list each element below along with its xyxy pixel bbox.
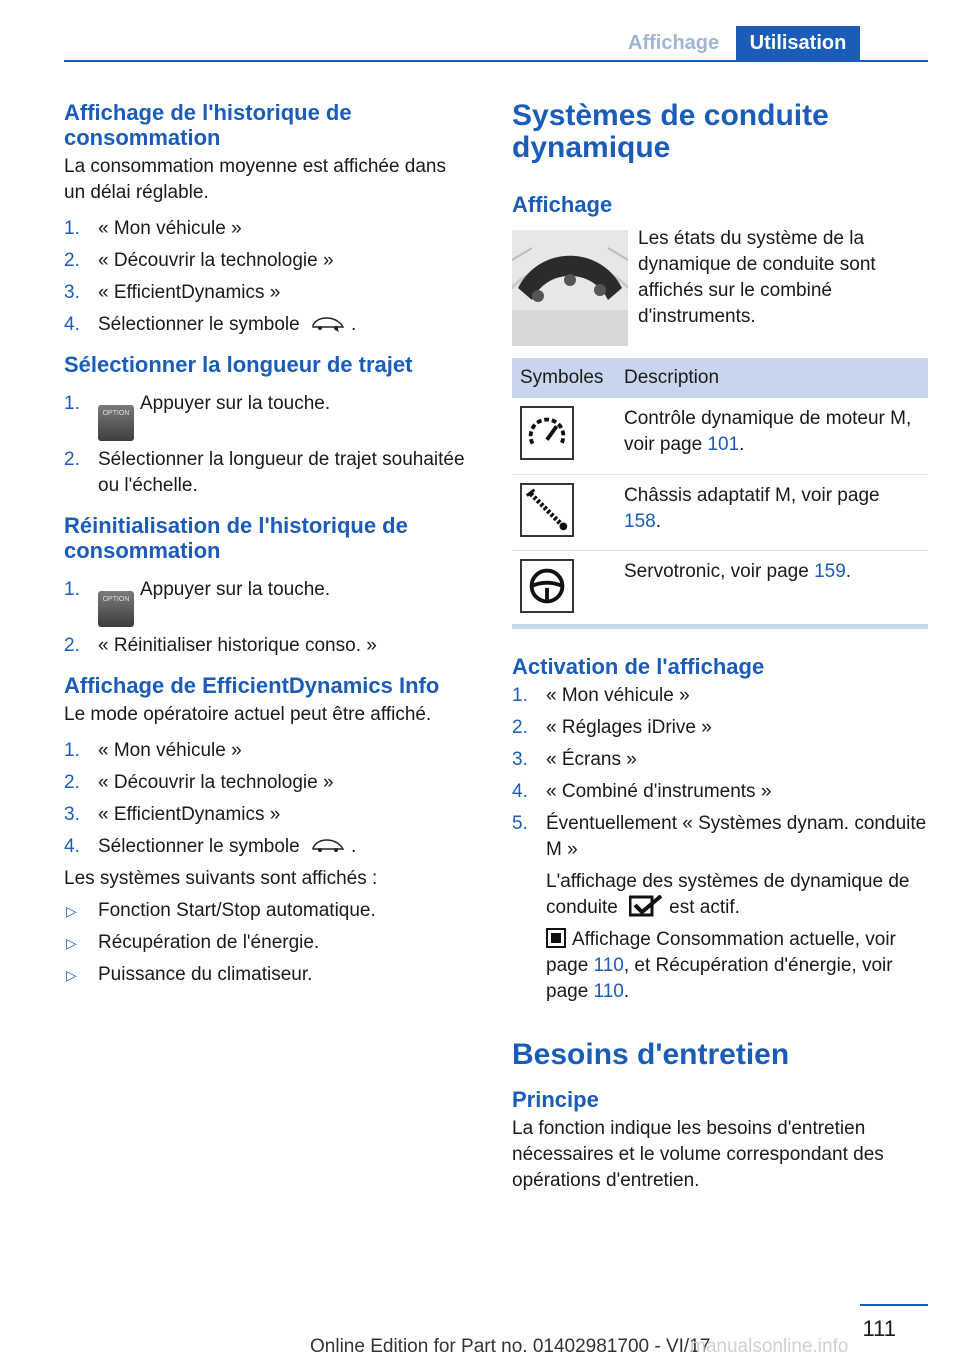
- table-row: Servotronic, voir page 159.: [512, 550, 928, 626]
- steps-list: [64, 216, 468, 338]
- paragraph: Les systèmes suivants sont affichés :: [64, 868, 378, 889]
- consumption-history-icon: [311, 314, 345, 332]
- list-item: 5. Éventuellement « Systèmes dynam. conduite M »: [512, 813, 927, 860]
- header-section: Affichage: [628, 32, 720, 54]
- table-row: Châssis adaptatif M, voir page 158.: [512, 474, 928, 550]
- table-end-rule: [512, 624, 928, 629]
- page-number: 111: [862, 1316, 896, 1341]
- list-item: ▷ Puissance du climatiseur.: [66, 964, 313, 985]
- heading-efficientdynamics: Affichage de EfficientDynamics Info: [64, 673, 440, 698]
- list-item: 2. « Réinitialiser historique conso. »: [64, 635, 377, 656]
- adaptive-suspension-icon: [520, 483, 574, 537]
- list-item: 3. « EfficientDynamics »: [64, 804, 281, 825]
- table-cell: Châssis adaptatif M, voir page: [624, 484, 880, 506]
- table-header-row: [512, 358, 928, 398]
- list-item: 1. « Mon véhicule »: [64, 218, 242, 239]
- heading-activation: Activation de l'affichage: [512, 654, 765, 679]
- page-link[interactable]: 158: [624, 510, 656, 532]
- footer-edition: Online Edition for Part no. 01402981700 - VI/17: [310, 1336, 711, 1357]
- list-item: 1. OPTION Appuyer sur la touche.: [64, 391, 468, 441]
- paragraph: Le mode opératoire actuel peut être affiché.: [64, 704, 432, 725]
- table-cell: Servotronic, voir page: [624, 560, 815, 582]
- page-link[interactable]: 110: [593, 981, 624, 1002]
- header-chapter-tab[interactable]: Utilisation: [736, 26, 860, 60]
- option-button-icon: OPTION: [98, 591, 134, 627]
- steps-list: [64, 391, 468, 499]
- table-cell: Contrôle dynamique de moteur M, voir page: [624, 408, 912, 455]
- paragraph: L'affichage des systèmes de dynamique de conduite est actif.: [546, 871, 910, 918]
- symbols-table: [512, 358, 928, 626]
- steering-wheel-icon: [520, 559, 574, 613]
- right-column: [512, 100, 928, 1240]
- steps-list: [512, 683, 928, 863]
- list-item: 4. Sélectionner le symbole .: [64, 836, 357, 857]
- heading-longueur: Sélectionner la longueur de trajet: [64, 352, 413, 377]
- table-row: Contrôle dynamique de moteur M, voir page 101.: [512, 398, 928, 474]
- list-item: 2. « Réglages iDrive »: [512, 717, 712, 738]
- page-number-rule: [860, 1304, 928, 1306]
- list-item: 1. OPTION Appuyer sur la touche.: [64, 577, 468, 627]
- heading-systemes: Systèmes de conduite dynamique: [512, 99, 829, 164]
- left-column: [64, 100, 468, 1002]
- heading-entretien: Besoins d'entretien: [512, 1038, 790, 1071]
- paragraph: La consommation moyenne est affichée dans un délai réglable.: [64, 156, 446, 203]
- paragraph: Affichage Consommation actuelle, voir page 110, et Récupération d'énergie, voir page 110.: [546, 929, 896, 1002]
- header-rule: [64, 60, 928, 62]
- column-header: Description: [616, 358, 928, 398]
- page-link[interactable]: 159: [814, 560, 846, 582]
- car-info-icon: [311, 836, 345, 854]
- checkbox-checked-icon: [629, 895, 663, 917]
- option-button-icon: OPTION: [98, 405, 134, 441]
- heading-principe: Principe: [512, 1087, 599, 1112]
- page-link[interactable]: 110: [593, 955, 624, 976]
- heading-historique: Affichage de l'historique de consommation: [64, 100, 352, 150]
- list-item: 2. « Découvrir la technologie »: [64, 250, 334, 271]
- speedometer-icon: [520, 406, 574, 460]
- list-item: 4. « Combiné d'instruments »: [512, 781, 772, 802]
- list-item: ▷ Récupération de l'énergie.: [66, 932, 320, 953]
- column-header: Symboles: [512, 358, 616, 398]
- instrument-cluster-image: [512, 230, 628, 346]
- list-item: 1. « Mon véhicule »: [64, 740, 242, 761]
- list-item: ▷ Fonction Start/Stop automatique.: [66, 900, 376, 921]
- list-item: 3. « EfficientDynamics »: [64, 282, 281, 303]
- bullet-list: [64, 898, 468, 988]
- watermark: manualsonline.info: [690, 1336, 849, 1357]
- list-item: 3. « Écrans »: [512, 749, 637, 770]
- list-item: 2. « Découvrir la technologie »: [64, 772, 334, 793]
- page-link[interactable]: 101: [707, 434, 740, 455]
- checkbox-filled-icon: [546, 928, 566, 948]
- list-item: 1. « Mon véhicule »: [512, 685, 690, 706]
- steps-list: [64, 738, 468, 860]
- list-item: 4. Sélectionner le symbole .: [64, 314, 357, 335]
- list-item: 2. Sélectionner la longueur de trajet souhaitée ou l'échelle.: [64, 449, 465, 496]
- heading-reinitialisation: Réinitialisation de l'historique de consommation: [64, 513, 408, 563]
- activation-section: [512, 654, 928, 1204]
- paragraph: La fonction indique les besoins d'entretien nécessaires et le volume correspondant des opérations d'entretien.: [512, 1118, 884, 1191]
- heading-affichage: Affichage: [512, 192, 613, 217]
- steps-list: [64, 577, 468, 659]
- affichage-description: Les états du système de la dynamique de conduite sont affichés sur le combiné d'instruments.: [638, 228, 876, 327]
